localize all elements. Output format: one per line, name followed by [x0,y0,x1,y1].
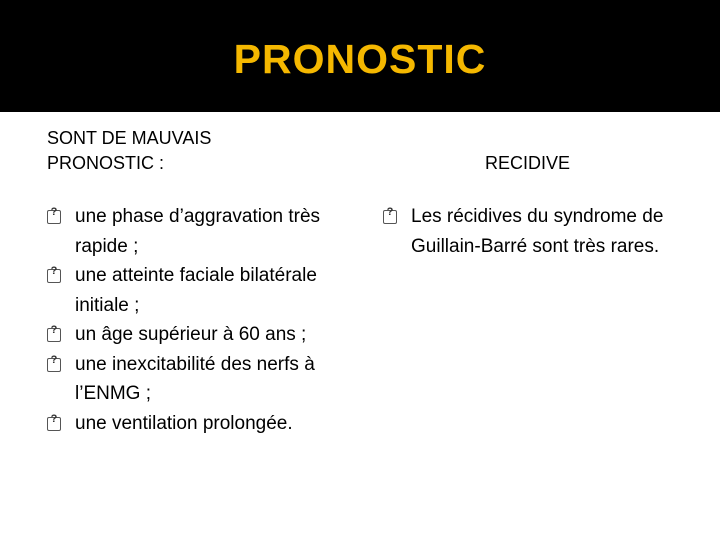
list-item [47,261,352,320]
right-column-heading: RECIDIVE [484,153,571,173]
list-item [383,202,683,261]
list-item-text: une inexcitabilité des nerfs à l’ENMG ; [75,353,315,404]
bullet-icon [383,210,397,224]
list-item-text: une ventilation prolongée. [75,412,293,434]
list-item-text: une phase d’aggravation très rapide ; [75,206,321,257]
bullet-icon [47,210,61,224]
slide-title: PRONOSTIC [233,36,487,82]
right-bullet-list [383,202,683,261]
bullet-icon [47,417,61,431]
left-heading-line-1: SONT DE MAUVAIS [47,128,212,148]
bullet-icon [47,269,61,283]
left-bullet-list [47,202,352,438]
list-item-text: un âge supérieur à 60 ans ; [75,324,307,345]
bullet-icon [47,358,61,372]
bullet-icon [47,328,61,342]
list-item [47,202,352,261]
left-heading-line-2: PRONOSTIC : [47,153,165,173]
list-item [47,350,352,409]
list-item [47,409,352,439]
list-item [47,320,352,350]
list-item-text: une atteinte faciale bilatérale initiale ; [75,265,317,316]
list-item-text: Les récidives du syndrome de Guillain-Barré sont très rares. [411,206,664,257]
left-column-heading [47,126,327,176]
